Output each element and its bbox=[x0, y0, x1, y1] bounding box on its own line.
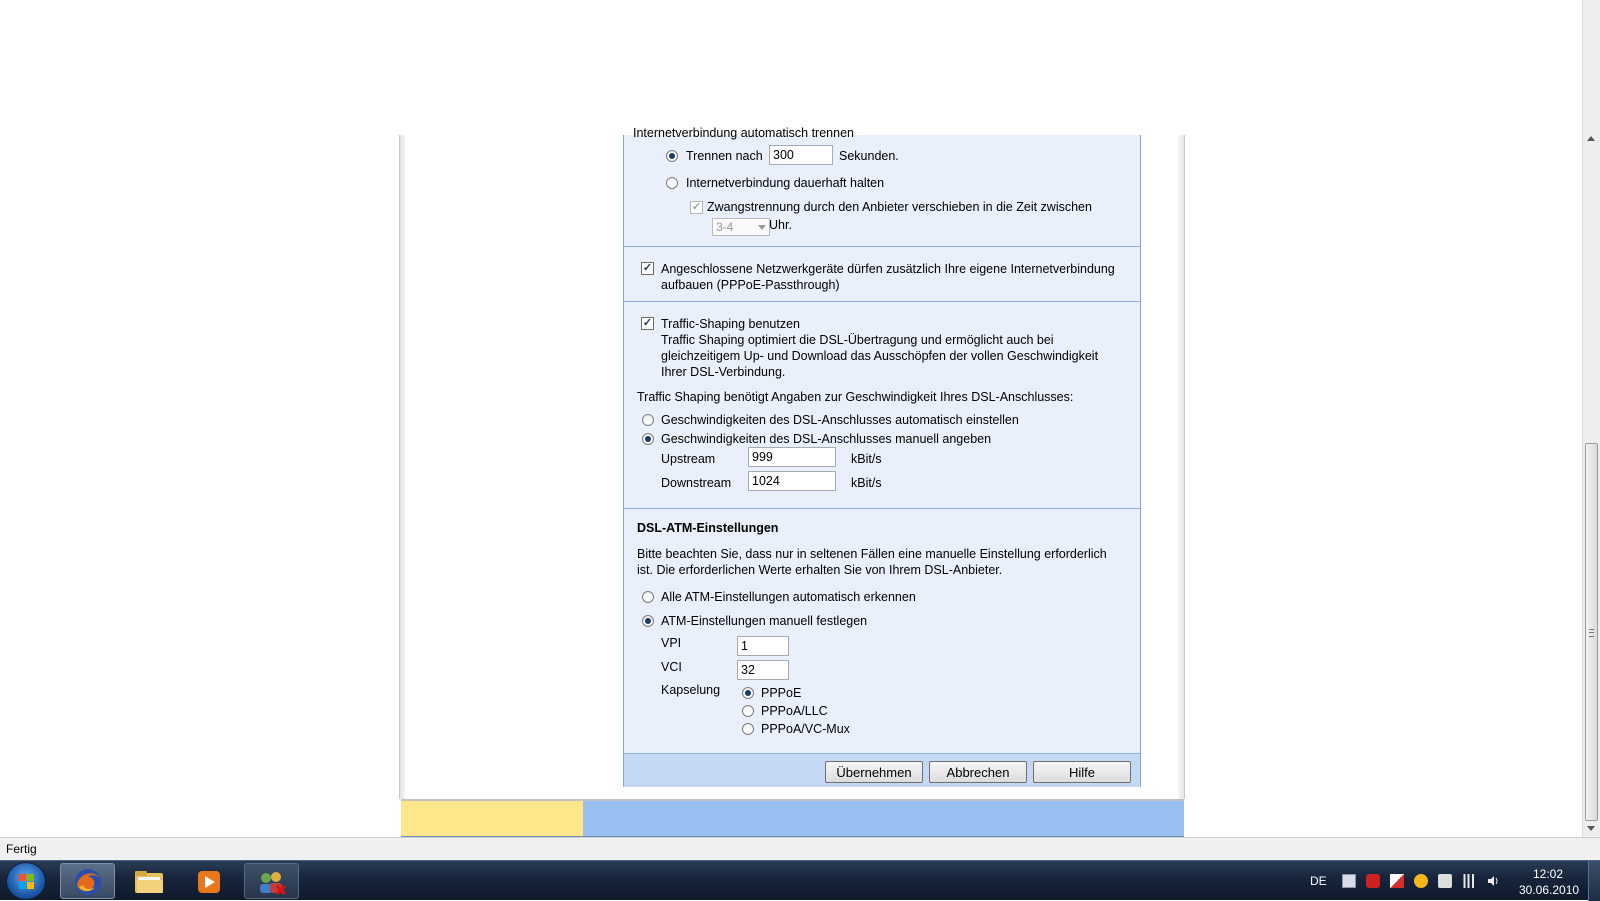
vpi-input[interactable] bbox=[737, 636, 789, 656]
usb-device-icon[interactable] bbox=[1438, 874, 1452, 888]
disconnect-after-label: Trennen nach bbox=[686, 149, 763, 163]
action-center-flag-icon[interactable] bbox=[1390, 874, 1404, 888]
windows-logo-icon bbox=[27, 874, 34, 881]
media-player-icon bbox=[194, 867, 224, 897]
vci-label: VCI bbox=[661, 660, 682, 674]
encap-pppoe-label: PPPoE bbox=[761, 686, 802, 700]
speed-manual-label: Geschwindigkeiten des DSL-Anschlusses manuell angeben bbox=[661, 432, 992, 446]
speed-manual-radio[interactable] bbox=[642, 433, 654, 445]
page-frame-right bbox=[1178, 135, 1185, 799]
atm-info-line1: Bitte beachten Sie, dass nur in seltenen Fällen eine manuelle Einstellung erforderlich bbox=[637, 547, 1107, 561]
downstream-label: Downstream bbox=[661, 476, 732, 490]
apply-button[interactable]: Übernehmen bbox=[825, 761, 923, 783]
atm-heading: DSL-ATM-Einstellungen bbox=[637, 521, 779, 535]
button-bar bbox=[624, 753, 1140, 787]
upstream-unit: kBit/s bbox=[851, 452, 882, 466]
upstream-label: Upstream bbox=[661, 452, 716, 466]
footer-left-block bbox=[401, 801, 583, 836]
traffic-shaping-checkbox[interactable]: ✓ bbox=[642, 317, 653, 329]
encap-pppoe-radio[interactable] bbox=[742, 687, 754, 699]
traffic-shaping-label: Traffic-Shaping benutzen bbox=[661, 317, 800, 331]
taskbar-explorer[interactable] bbox=[122, 863, 177, 899]
forced-disconnect-label: Zwangstrennung durch den Anbieter verschieben in die Zeit zwischen bbox=[707, 200, 1092, 214]
windows-logo-icon bbox=[19, 882, 26, 889]
clock-date[interactable]: 30.06.2010 bbox=[1519, 883, 1580, 897]
disconnect-seconds-input[interactable] bbox=[769, 145, 833, 165]
atm-auto-label: Alle ATM-Einstellungen automatisch erkennen bbox=[661, 590, 916, 604]
vci-input[interactable] bbox=[737, 660, 789, 680]
upstream-input[interactable] bbox=[748, 447, 836, 467]
taskbar-firefox[interactable] bbox=[60, 863, 115, 899]
firefox-icon bbox=[71, 865, 105, 899]
scroll-down-icon[interactable] bbox=[1587, 826, 1595, 831]
speaker-icon[interactable] bbox=[1486, 874, 1500, 888]
disconnect-after-radio[interactable] bbox=[666, 150, 678, 162]
section-divider bbox=[624, 301, 1140, 302]
speaker-glyph-icon bbox=[1486, 874, 1500, 888]
encap-pppoa-vcmux-radio[interactable] bbox=[742, 723, 754, 735]
start-button[interactable] bbox=[6, 862, 46, 900]
encap-pppoa-vcmux-label: PPPoA/VC-Mux bbox=[761, 722, 850, 736]
stop-icon[interactable] bbox=[1366, 874, 1380, 888]
atm-manual-radio[interactable] bbox=[642, 615, 654, 627]
footer-right-block bbox=[583, 801, 1184, 836]
atm-manual-label: ATM-Einstellungen manuell festlegen bbox=[661, 614, 868, 628]
scroll-up-icon[interactable] bbox=[1587, 136, 1595, 141]
scrollbar-thumb[interactable] bbox=[1585, 443, 1598, 821]
forced-disconnect-time-value: 3-4 bbox=[716, 220, 734, 234]
vpi-label: VPI bbox=[661, 636, 682, 650]
taskbar-media-player[interactable] bbox=[182, 863, 237, 899]
disconnect-unit-label: Sekunden. bbox=[839, 149, 899, 163]
traffic-shaping-desc-line2: gleichzeitigem Up- und Download das Ausschöpfen der vollen Geschwindigkeit bbox=[661, 349, 1099, 363]
speed-auto-radio[interactable] bbox=[642, 414, 654, 426]
network-users-icon bbox=[254, 868, 290, 898]
vertical-scrollbar[interactable] bbox=[1582, 0, 1600, 837]
taskbar-network-app[interactable] bbox=[244, 863, 299, 899]
encap-pppoa-llc-label: PPPoA/LLC bbox=[761, 704, 828, 718]
help-button[interactable]: Hilfe bbox=[1033, 761, 1131, 783]
language-indicator[interactable]: DE bbox=[1310, 874, 1327, 888]
navigation-column bbox=[405, 135, 582, 799]
clock-time[interactable]: 12:02 bbox=[1533, 867, 1564, 881]
downstream-unit: kBit/s bbox=[851, 476, 882, 490]
traffic-shaping-desc-line3: Ihrer DSL-Verbindung. bbox=[661, 365, 786, 379]
encap-pppoa-llc-radio[interactable] bbox=[742, 705, 754, 717]
monitor-icon[interactable] bbox=[1342, 874, 1356, 888]
internet-settings-panel bbox=[623, 126, 1141, 787]
folder-icon bbox=[132, 867, 166, 897]
cancel-button[interactable]: Abbrechen bbox=[929, 761, 1027, 783]
pppoe-passthrough-checkbox[interactable]: ✓ bbox=[642, 262, 653, 274]
chevron-down-icon bbox=[758, 225, 766, 230]
forced-disconnect-unit: Uhr. bbox=[769, 218, 792, 232]
grip-icon bbox=[1589, 629, 1594, 637]
signal-icon[interactable] bbox=[1462, 874, 1476, 888]
forced-disconnect-time-select[interactable] bbox=[712, 218, 770, 236]
pppoe-passthrough-label-line1: Angeschlossene Netzwerkgeräte dürfen zusätzlich Ihre eigene Internetverbindung bbox=[661, 262, 1115, 276]
windows-logo-icon bbox=[19, 874, 26, 881]
keep-connection-radio[interactable] bbox=[666, 177, 678, 189]
keep-connection-label: Internetverbindung dauerhaft halten bbox=[686, 176, 885, 190]
speed-info-text: Traffic Shaping benötigt Angaben zur Geschwindigkeit Ihres DSL-Anschlusses: bbox=[637, 390, 1074, 404]
windows-logo-icon bbox=[27, 882, 34, 889]
user-icon[interactable] bbox=[1414, 874, 1428, 888]
show-desktop-button[interactable] bbox=[1588, 861, 1600, 901]
downstream-input[interactable] bbox=[748, 471, 836, 491]
section-divider bbox=[624, 508, 1140, 509]
pppoe-passthrough-label-line2: aufbauen (PPPoE-Passthrough) bbox=[661, 278, 840, 292]
status-text: Fertig bbox=[6, 842, 37, 856]
status-bar bbox=[0, 837, 1600, 860]
atm-info-line2: ist. Die erforderlichen Werte erhalten Sie von Ihrem DSL-Anbieter. bbox=[637, 563, 1003, 577]
section-divider bbox=[624, 246, 1140, 247]
encapsulation-label: Kapselung bbox=[661, 683, 721, 697]
cut-off-heading: Internetverbindung automatisch trennen bbox=[633, 126, 854, 140]
atm-auto-radio[interactable] bbox=[642, 591, 654, 603]
taskbar bbox=[0, 860, 1600, 900]
forced-disconnect-checkbox[interactable]: ✓ bbox=[691, 201, 702, 213]
speed-auto-label: Geschwindigkeiten des DSL-Anschlusses automatisch einstellen bbox=[661, 413, 1019, 427]
traffic-shaping-desc-line1: Traffic Shaping optimiert die DSL-Übertragung und ermöglicht auch bei bbox=[661, 333, 1054, 347]
